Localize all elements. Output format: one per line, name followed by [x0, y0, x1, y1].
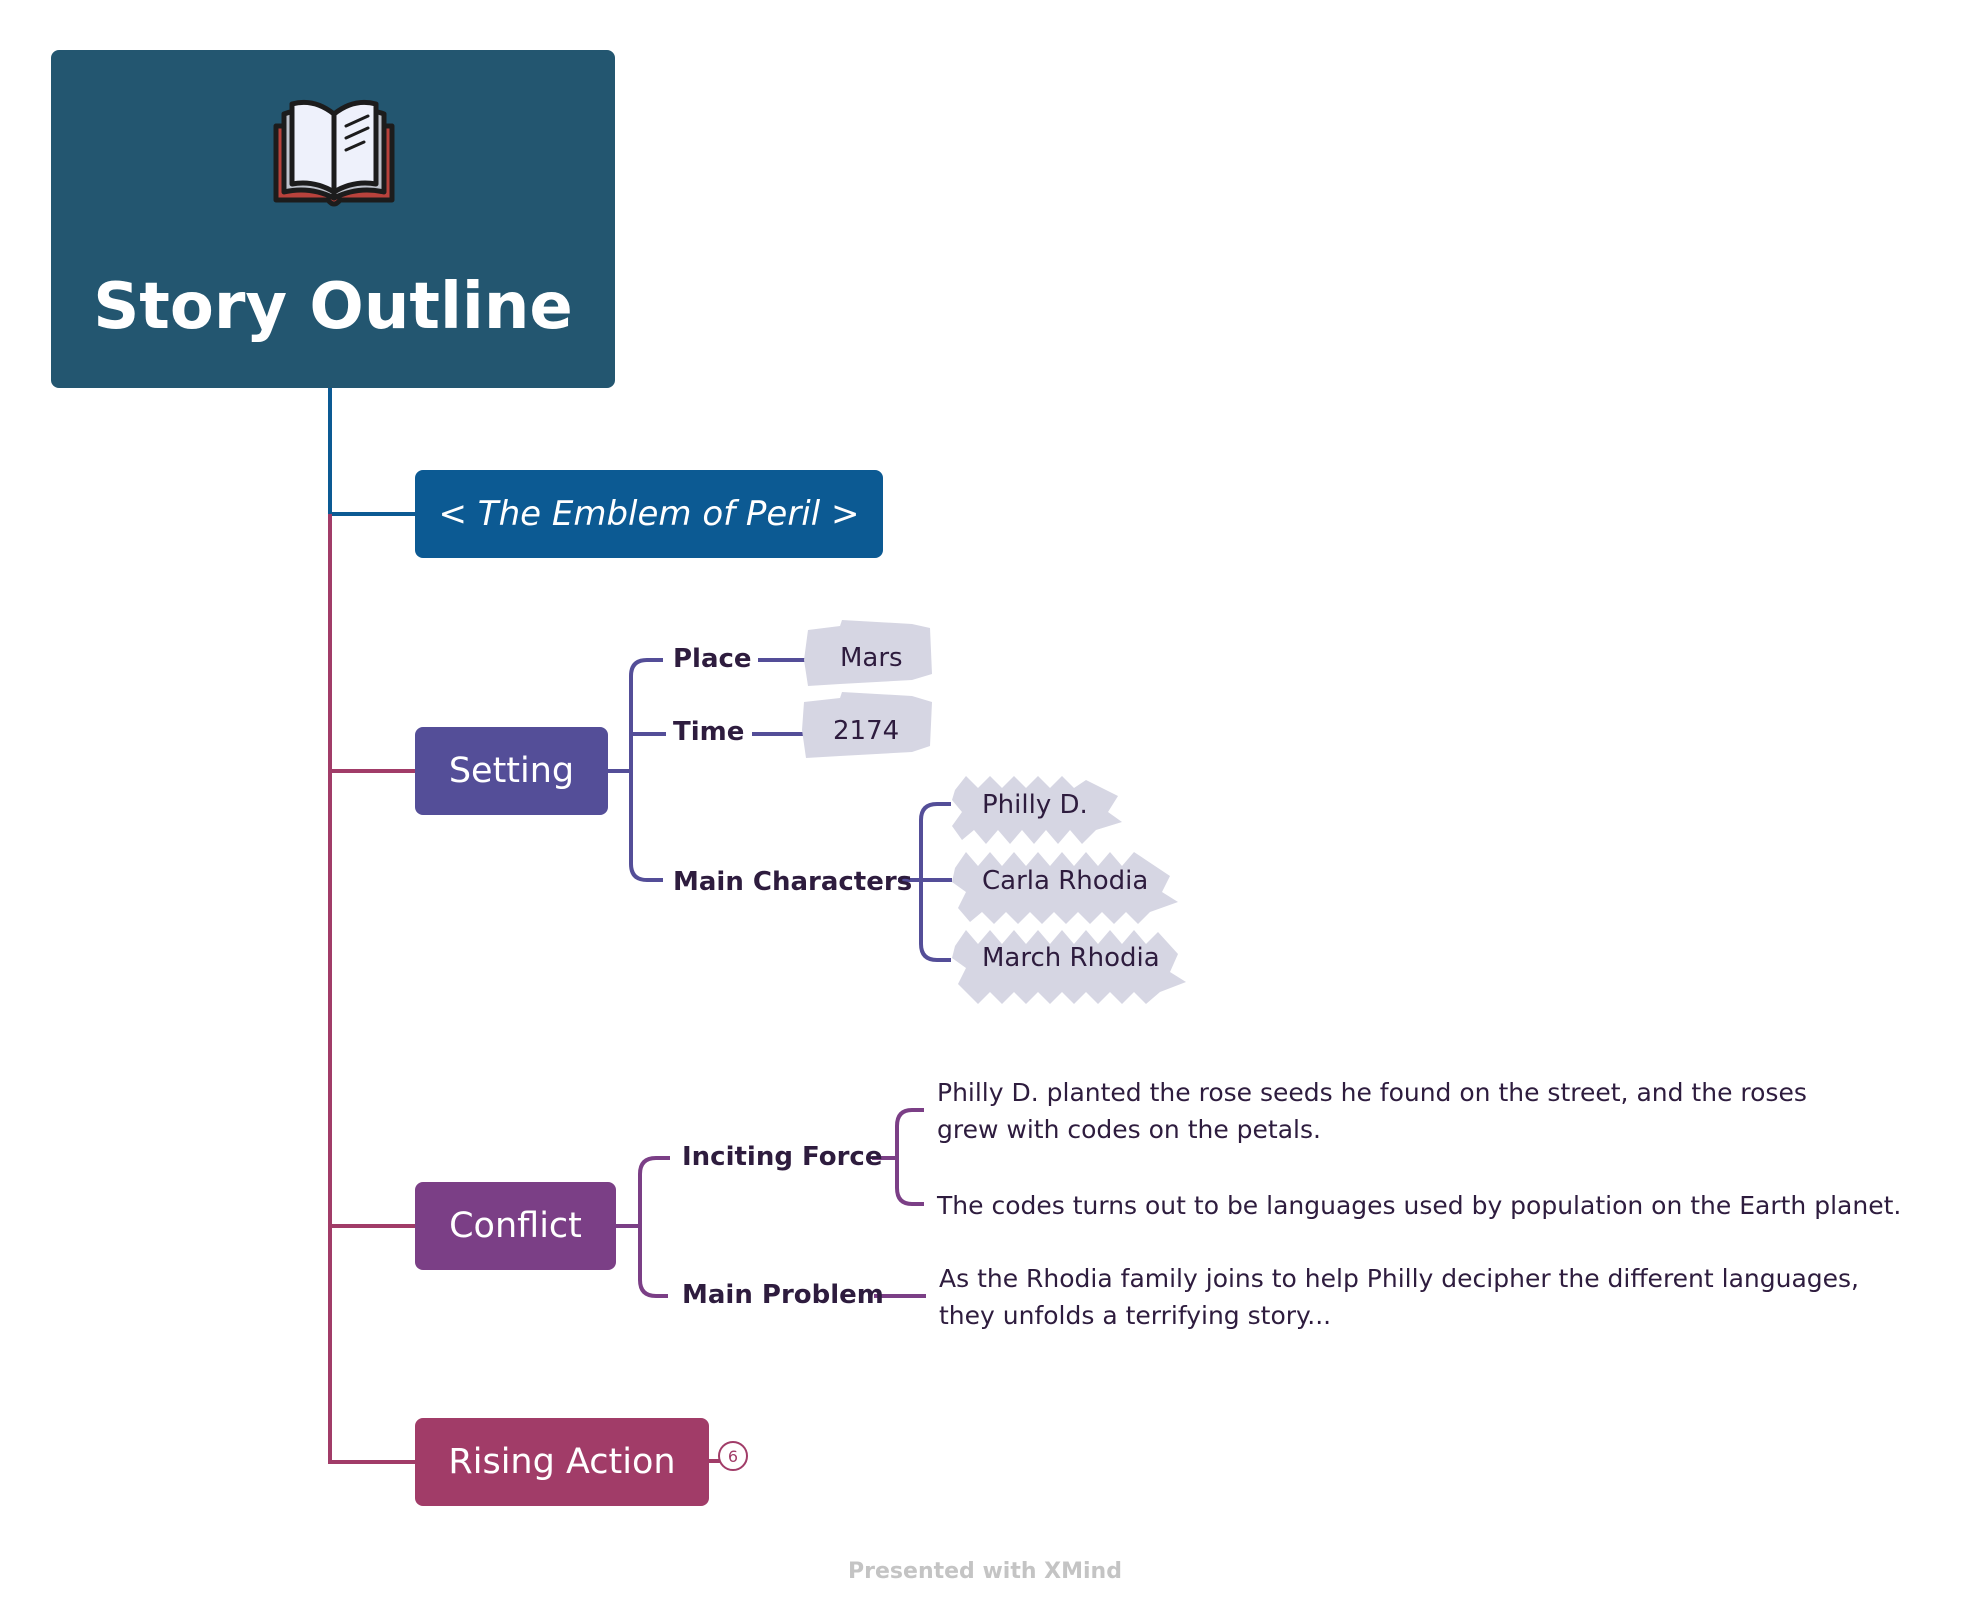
time-value[interactable]: 2174: [833, 716, 900, 746]
character-item[interactable]: Philly D.: [982, 790, 1088, 820]
conflict-main-problem-label[interactable]: Main Problem: [682, 1280, 884, 1310]
setting-time-label[interactable]: Time: [673, 717, 745, 747]
setting-main-characters-label[interactable]: Main Characters: [673, 867, 913, 897]
place-value[interactable]: Mars: [840, 643, 903, 673]
character-item[interactable]: Carla Rhodia: [982, 866, 1149, 896]
page-title: Story Outline: [93, 270, 573, 344]
conflict-inciting-force-label[interactable]: Inciting Force: [682, 1142, 883, 1172]
main-problem-text[interactable]: As the Rhodia family joins to help Philly decipher the different languages, they unfolds a terrifying story...: [939, 1264, 1860, 1330]
topic-conflict[interactable]: Conflict: [415, 1182, 616, 1270]
footer-credit: Presented with XMind: [848, 1559, 1122, 1584]
setting-place-label[interactable]: Place: [673, 644, 752, 674]
inciting-force-item[interactable]: The codes turns out to be languages used by population on the Earth planet.: [937, 1191, 1902, 1220]
topic-story-title[interactable]: < The Emblem of Peril >: [415, 470, 883, 558]
inciting-force-item[interactable]: Philly D. planted the rose seeds he found on the street, and the roses grew with codes on the petals.: [937, 1078, 1807, 1144]
topic-setting[interactable]: Setting: [415, 727, 608, 815]
character-item[interactable]: March Rhodia: [982, 943, 1160, 973]
topic-rising-action[interactable]: Rising Action: [415, 1418, 709, 1506]
collapsed-count-badge[interactable]: 6: [718, 1441, 748, 1471]
